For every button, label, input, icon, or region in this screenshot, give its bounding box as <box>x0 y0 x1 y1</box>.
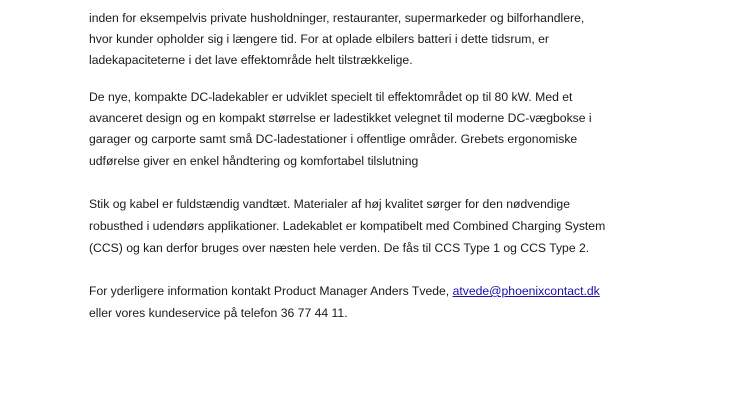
paragraph-2-line-2: avanceret design og en kompakt størrelse er ladestikket velegnet til moderne DC-vægbokse i <box>89 111 592 125</box>
email-link[interactable]: atvede@phoenixcontact.dk <box>452 284 600 298</box>
paragraph-1-line-2: hvor kunder opholder sig i længere tid. For at oplade elbilers batteri i dette tidsrum, er <box>89 32 549 46</box>
paragraph-2-line-1: De nye, kompakte DC-ladekabler er udviklet specielt til effektområdet op til 80 kW. Med et <box>89 90 573 104</box>
paragraph-3-line-2: robusthed i udendørs applikationer. Ladekablet er kompatibelt med Combined Charging System <box>89 219 606 233</box>
paragraph-1-line-1: inden for eksempelvis private husholdninger, restauranter, supermarkeder og bilforhandlere, <box>89 11 585 25</box>
contact-line-1 <box>89 284 600 299</box>
contact-line-2: eller vores kundeservice på telefon 36 77 44 11. <box>89 306 348 320</box>
paragraph-2-line-3: garager og carporte samt små DC-ladestationer i offentlige områder. Grebets ergonomiske <box>89 132 578 146</box>
paragraph-2-line-4: udførelse giver en enkel håndtering og komfortabel tilslutning <box>89 154 419 168</box>
paragraph-3-line-3: (CCS) og kan derfor bruges over næsten hele verden. De fås til CCS Type 1 og CCS Type 2. <box>89 241 590 255</box>
paragraph-1-line-3: ladekapaciteterne i det lave effektområde helt tilstrækkelige. <box>89 53 413 67</box>
paragraph-3-line-1: Stik og kabel er fuldstændig vandtæt. Materialer af høj kvalitet sørger for den nødvendige <box>89 197 570 211</box>
contact-text: For yderligere information kontakt Product Manager Anders Tvede, <box>89 284 453 298</box>
